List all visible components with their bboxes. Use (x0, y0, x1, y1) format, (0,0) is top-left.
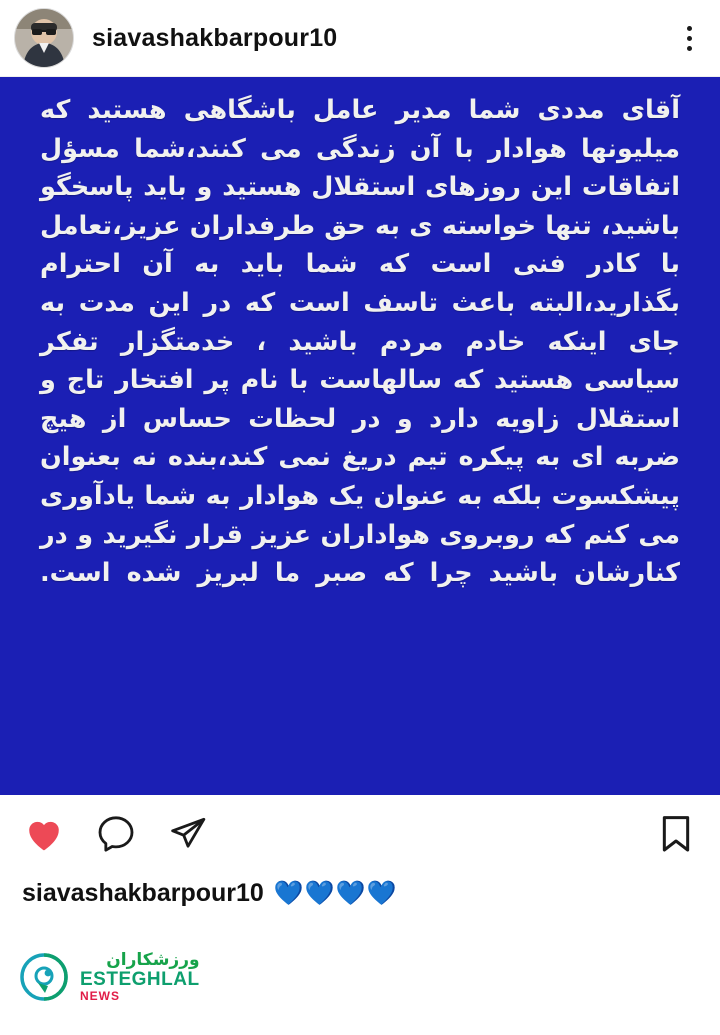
caption (0, 873, 720, 925)
avatar[interactable] (14, 8, 74, 68)
watermark-texts (80, 949, 200, 1003)
like-button[interactable] (22, 812, 66, 856)
watermark-en-text: ESTEGHLAL (80, 968, 200, 990)
caption-text: 💙💙💙💙 (273, 879, 398, 907)
post-image-text: آقای مددی شما مدیر عامل باشگاهی هستید که میلیونها هوادار با آن زندگی می کنند،شما مسؤل اتفاقات این روزهای استقلال هستید و باید پاسخگو باشید، تنها خواسته ی به حق طرفداران عزیز،تعامل با کادر فنی است که شما باید به آن احترام بگذارید،البته باعث تاسف است که در این مدت به جای اینکه خادم مردم باشید ، خدمتگزار تفکر سیاسی هستید که سالهاست با نام پر افتخار تاج و استقلال زاویه دارد و در لحظات حساس از هیچ ضربه ای به پیکره تیم دریغ نمی کند،بنده نه بعنوان پیشکسوت بلکه به عنوان یک هوادار به شما یادآوری می کنم که روبروی هواداران عزیز قرار نگیرید و در کنارشان باشید چرا که صبر ما لبریز شده است. (31, 95, 680, 589)
watermark (0, 925, 720, 1035)
watermark-fa-text: ورزشکاران (106, 949, 200, 970)
heart-icon (24, 816, 64, 852)
comment-icon (96, 814, 136, 854)
post-image[interactable] (0, 77, 720, 795)
save-button[interactable] (654, 812, 698, 856)
action-bar (0, 795, 720, 873)
esteghlal-news-logo-icon (18, 949, 74, 1005)
bookmark-icon (658, 814, 694, 854)
comment-button[interactable] (94, 812, 138, 856)
share-button[interactable] (166, 812, 210, 856)
caption-username[interactable]: siavashakbarpour10 (22, 879, 264, 907)
header-username[interactable]: siavashakbarpour10 (92, 23, 338, 52)
paper-plane-icon (168, 814, 208, 854)
post-header (0, 0, 720, 76)
watermark-sub-text: NEWS (80, 988, 120, 1003)
action-bar-left (22, 812, 654, 856)
profile-photo-icon (15, 9, 73, 67)
more-options-icon[interactable] (676, 21, 702, 55)
